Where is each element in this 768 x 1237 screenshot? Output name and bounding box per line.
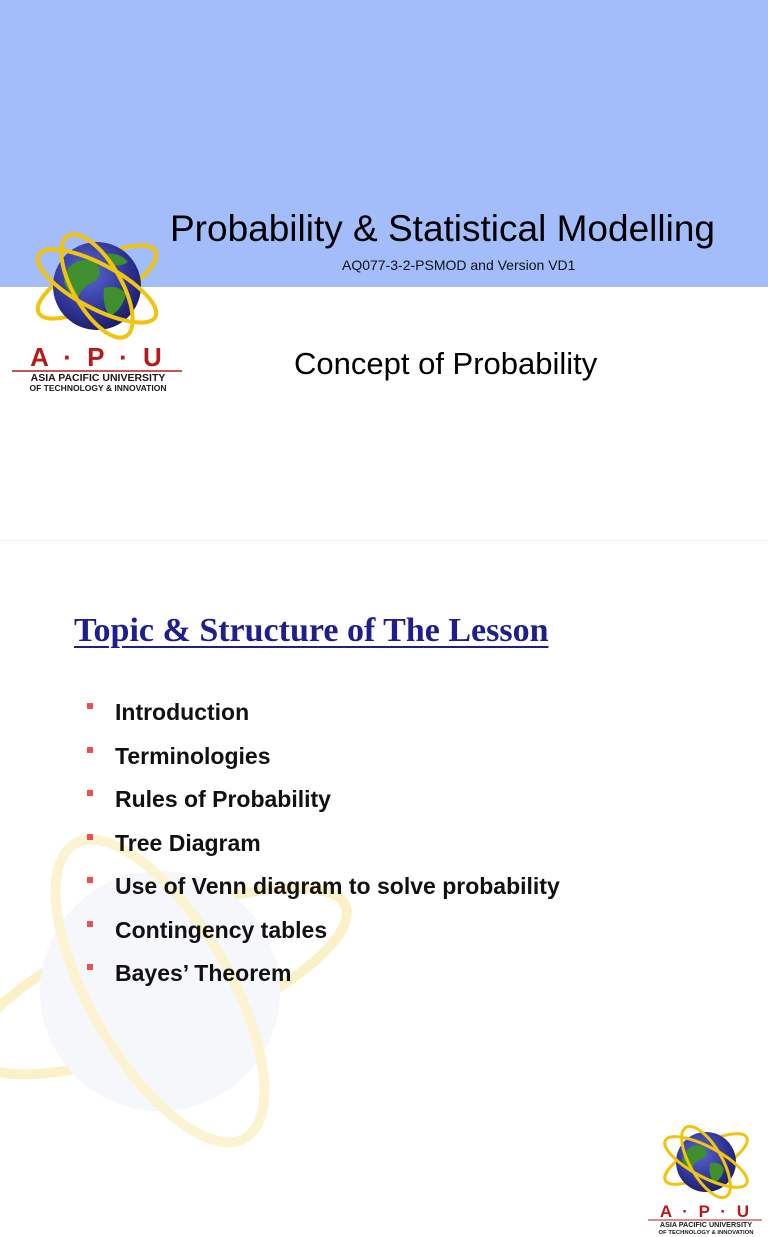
square-bullet-icon — [87, 703, 93, 709]
topic-label: Terminologies — [115, 742, 271, 769]
section-heading: Topic & Structure of The Lesson — [74, 612, 549, 649]
list-item — [86, 830, 560, 874]
square-bullet-icon — [87, 921, 93, 927]
topics-slide — [0, 541, 768, 1236]
topic-label: Bayes’ Theorem — [115, 960, 292, 986]
list-item — [86, 917, 560, 961]
list-item — [86, 873, 560, 917]
topic-label: Rules of Probability — [115, 786, 331, 812]
apu-globe-logo-small-icon — [644, 1119, 766, 1237]
logo-small-line1: ASIA PACIFIC UNIVERSITY — [659, 1220, 753, 1229]
list-item — [86, 743, 560, 787]
square-bullet-icon — [87, 834, 93, 840]
topic-label: Tree Diagram — [115, 829, 261, 856]
logo-small-letters: A · P · U — [659, 1202, 753, 1221]
topic-label: Use of Venn diagram to solve probability — [115, 873, 560, 899]
square-bullet-icon — [87, 790, 93, 796]
topic-label: Contingency tables — [115, 916, 328, 943]
list-item — [86, 699, 560, 743]
page-title: Probability & Statistical Modelling — [170, 208, 715, 249]
logo-line1: ASIA PACIFIC UNIVERSITY — [30, 372, 166, 384]
list-item — [86, 786, 560, 830]
title-slide — [0, 0, 768, 540]
square-bullet-icon — [87, 747, 93, 753]
square-bullet-icon — [87, 877, 93, 883]
square-bullet-icon — [87, 964, 93, 970]
topic-list — [86, 699, 560, 1004]
logo-line2: OF TECHNOLOGY & INNOVATION — [29, 383, 167, 393]
module-code: AQ077-3-2-PSMOD and Version VD1 — [342, 257, 576, 273]
logo-small-line2: OF TECHNOLOGY & INNOVATION — [658, 1230, 754, 1236]
topic-label: Introduction — [115, 699, 250, 725]
list-item — [86, 960, 560, 1004]
apu-globe-logo-icon — [8, 228, 188, 396]
logo-letters: A · P · U — [30, 342, 166, 372]
lesson-title: Concept of Probability — [294, 346, 598, 381]
